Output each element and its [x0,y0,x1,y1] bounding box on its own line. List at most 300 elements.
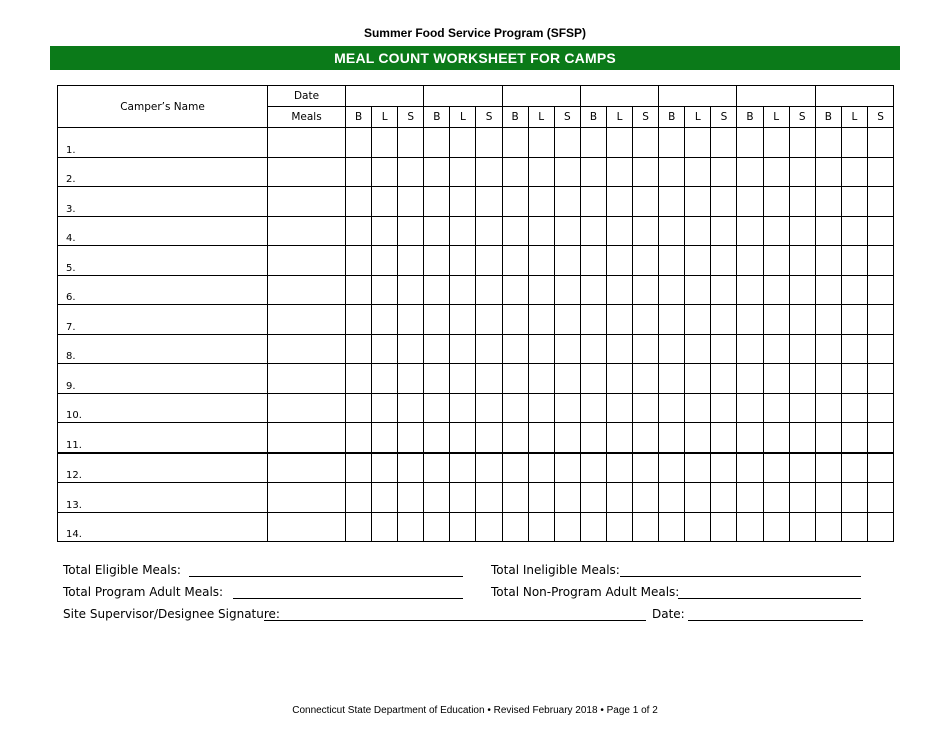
meal-check-cell[interactable] [841,275,867,305]
meal-check-cell[interactable] [685,275,711,305]
meal-check-cell[interactable] [580,128,606,158]
meal-check-cell[interactable] [476,483,502,513]
meal-check-cell[interactable] [867,275,893,305]
meal-check-cell[interactable] [789,423,815,453]
meal-check-cell[interactable] [633,334,659,364]
meal-check-cell[interactable] [424,216,450,246]
meals-cell[interactable] [268,187,346,217]
meal-check-cell[interactable] [580,187,606,217]
meal-check-cell[interactable] [685,246,711,276]
meal-check-cell[interactable] [737,453,763,483]
meal-check-cell[interactable] [450,275,476,305]
meal-check-cell[interactable] [554,305,580,335]
meal-check-cell[interactable] [633,246,659,276]
meal-check-cell[interactable] [580,334,606,364]
meal-check-cell[interactable] [606,187,632,217]
meal-check-cell[interactable] [815,334,841,364]
meal-check-cell[interactable] [424,423,450,453]
meal-check-cell[interactable] [763,187,789,217]
meal-check-cell[interactable] [554,364,580,394]
meal-check-cell[interactable] [476,453,502,483]
meals-cell[interactable] [268,334,346,364]
meal-check-cell[interactable] [711,483,737,513]
meal-check-cell[interactable] [633,393,659,423]
meal-check-cell[interactable] [372,128,398,158]
meal-check-cell[interactable] [502,512,528,542]
meals-cell[interactable] [268,364,346,394]
meal-check-cell[interactable] [372,483,398,513]
meal-check-cell[interactable] [737,423,763,453]
meal-check-cell[interactable] [841,187,867,217]
meal-check-cell[interactable] [685,187,711,217]
meal-check-cell[interactable] [789,216,815,246]
meal-check-cell[interactable] [372,423,398,453]
meals-cell[interactable] [268,305,346,335]
meal-check-cell[interactable] [450,423,476,453]
camper-name-cell[interactable] [58,364,268,394]
meal-check-cell[interactable] [606,275,632,305]
meal-check-cell[interactable] [528,483,554,513]
meal-check-cell[interactable] [424,305,450,335]
meal-check-cell[interactable] [502,393,528,423]
meal-check-cell[interactable] [685,453,711,483]
meal-check-cell[interactable] [554,216,580,246]
meal-check-cell[interactable] [867,423,893,453]
meal-check-cell[interactable] [789,334,815,364]
meal-check-cell[interactable] [737,364,763,394]
meal-check-cell[interactable] [763,275,789,305]
meal-check-cell[interactable] [476,246,502,276]
meals-cell[interactable] [268,393,346,423]
meal-check-cell[interactable] [450,483,476,513]
meal-check-cell[interactable] [476,275,502,305]
meal-check-cell[interactable] [476,364,502,394]
meal-check-cell[interactable] [502,305,528,335]
meal-check-cell[interactable] [711,512,737,542]
meal-check-cell[interactable] [763,128,789,158]
meal-check-cell[interactable] [737,157,763,187]
meal-check-cell[interactable] [815,216,841,246]
meal-check-cell[interactable] [346,128,372,158]
meal-check-cell[interactable] [815,512,841,542]
meals-cell[interactable] [268,483,346,513]
meal-check-cell[interactable] [476,187,502,217]
meal-check-cell[interactable] [450,216,476,246]
meal-check-cell[interactable] [346,216,372,246]
meal-check-cell[interactable] [528,423,554,453]
total-ineligible-meals-line[interactable] [620,576,861,577]
meal-check-cell[interactable] [711,423,737,453]
meal-check-cell[interactable] [502,334,528,364]
meal-check-cell[interactable] [502,128,528,158]
meal-check-cell[interactable] [554,512,580,542]
meal-check-cell[interactable] [841,334,867,364]
camper-name-cell[interactable] [58,128,268,158]
meal-check-cell[interactable] [424,364,450,394]
date-entry-cell[interactable] [737,86,815,107]
meal-check-cell[interactable] [867,483,893,513]
meal-check-cell[interactable] [398,305,424,335]
camper-name-cell[interactable] [58,246,268,276]
meal-check-cell[interactable] [659,423,685,453]
meal-check-cell[interactable] [815,157,841,187]
meal-check-cell[interactable] [737,512,763,542]
meal-check-cell[interactable] [841,453,867,483]
meals-cell[interactable] [268,512,346,542]
meal-check-cell[interactable] [424,275,450,305]
meal-check-cell[interactable] [763,246,789,276]
meal-check-cell[interactable] [398,364,424,394]
meals-cell[interactable] [268,453,346,483]
meal-check-cell[interactable] [659,187,685,217]
meal-check-cell[interactable] [659,246,685,276]
meal-check-cell[interactable] [815,128,841,158]
meal-check-cell[interactable] [554,275,580,305]
meals-cell[interactable] [268,157,346,187]
camper-name-cell[interactable] [58,157,268,187]
meal-check-cell[interactable] [763,305,789,335]
meal-check-cell[interactable] [372,393,398,423]
meal-check-cell[interactable] [841,393,867,423]
meal-check-cell[interactable] [424,128,450,158]
camper-name-cell[interactable] [58,423,268,453]
meal-check-cell[interactable] [763,334,789,364]
meal-check-cell[interactable] [815,246,841,276]
meal-check-cell[interactable] [685,423,711,453]
meal-check-cell[interactable] [867,305,893,335]
meal-check-cell[interactable] [789,512,815,542]
meal-check-cell[interactable] [554,157,580,187]
meal-check-cell[interactable] [398,275,424,305]
date-entry-cell[interactable] [659,86,737,107]
meal-check-cell[interactable] [580,246,606,276]
meal-check-cell[interactable] [502,423,528,453]
meal-check-cell[interactable] [502,453,528,483]
meal-check-cell[interactable] [580,393,606,423]
meal-check-cell[interactable] [580,157,606,187]
meal-check-cell[interactable] [476,216,502,246]
meal-check-cell[interactable] [528,305,554,335]
meal-check-cell[interactable] [763,364,789,394]
meal-check-cell[interactable] [659,483,685,513]
meal-check-cell[interactable] [633,157,659,187]
meal-check-cell[interactable] [424,453,450,483]
meal-check-cell[interactable] [346,364,372,394]
camper-name-cell[interactable] [58,216,268,246]
meal-check-cell[interactable] [528,275,554,305]
meal-check-cell[interactable] [476,423,502,453]
meal-check-cell[interactable] [815,483,841,513]
meal-check-cell[interactable] [372,275,398,305]
meal-check-cell[interactable] [789,305,815,335]
camper-name-cell[interactable] [58,393,268,423]
meal-check-cell[interactable] [737,187,763,217]
meal-check-cell[interactable] [659,157,685,187]
meal-check-cell[interactable] [346,512,372,542]
meal-check-cell[interactable] [606,246,632,276]
meal-check-cell[interactable] [424,393,450,423]
meal-check-cell[interactable] [685,305,711,335]
meal-check-cell[interactable] [633,423,659,453]
meal-check-cell[interactable] [737,275,763,305]
meal-check-cell[interactable] [789,453,815,483]
meal-check-cell[interactable] [372,364,398,394]
meal-check-cell[interactable] [450,246,476,276]
meal-check-cell[interactable] [737,246,763,276]
meal-check-cell[interactable] [346,305,372,335]
meal-check-cell[interactable] [711,157,737,187]
meal-check-cell[interactable] [737,305,763,335]
meal-check-cell[interactable] [867,393,893,423]
meal-check-cell[interactable] [424,334,450,364]
meal-check-cell[interactable] [685,334,711,364]
meal-check-cell[interactable] [424,187,450,217]
meal-check-cell[interactable] [789,364,815,394]
meal-check-cell[interactable] [528,393,554,423]
meal-check-cell[interactable] [554,334,580,364]
meal-check-cell[interactable] [398,483,424,513]
meal-check-cell[interactable] [528,216,554,246]
meal-check-cell[interactable] [867,364,893,394]
meal-check-cell[interactable] [372,334,398,364]
camper-name-cell[interactable] [58,187,268,217]
meal-check-cell[interactable] [789,128,815,158]
meal-check-cell[interactable] [867,187,893,217]
meal-check-cell[interactable] [763,157,789,187]
meal-check-cell[interactable] [737,334,763,364]
meal-check-cell[interactable] [554,423,580,453]
meal-check-cell[interactable] [711,187,737,217]
meal-check-cell[interactable] [737,483,763,513]
meal-check-cell[interactable] [711,246,737,276]
meal-check-cell[interactable] [633,512,659,542]
meal-check-cell[interactable] [528,187,554,217]
meal-check-cell[interactable] [372,246,398,276]
meal-check-cell[interactable] [476,334,502,364]
meal-check-cell[interactable] [346,393,372,423]
meal-check-cell[interactable] [815,275,841,305]
meal-check-cell[interactable] [372,157,398,187]
meal-check-cell[interactable] [685,128,711,158]
meal-check-cell[interactable] [502,483,528,513]
meal-check-cell[interactable] [789,187,815,217]
meal-check-cell[interactable] [633,364,659,394]
meal-check-cell[interactable] [711,305,737,335]
meal-check-cell[interactable] [606,128,632,158]
meal-check-cell[interactable] [685,483,711,513]
meal-check-cell[interactable] [685,393,711,423]
meal-check-cell[interactable] [450,305,476,335]
meal-check-cell[interactable] [476,305,502,335]
meal-check-cell[interactable] [659,275,685,305]
meal-check-cell[interactable] [711,453,737,483]
meals-cell[interactable] [268,246,346,276]
meal-check-cell[interactable] [606,216,632,246]
camper-name-cell[interactable] [58,453,268,483]
meal-check-cell[interactable] [398,128,424,158]
camper-name-cell[interactable] [58,512,268,542]
meal-check-cell[interactable] [841,364,867,394]
meal-check-cell[interactable] [580,275,606,305]
date-entry-cell[interactable] [424,86,502,107]
meal-check-cell[interactable] [867,246,893,276]
meal-check-cell[interactable] [346,187,372,217]
meal-check-cell[interactable] [346,483,372,513]
meal-check-cell[interactable] [867,128,893,158]
meal-check-cell[interactable] [633,216,659,246]
meal-check-cell[interactable] [398,393,424,423]
meal-check-cell[interactable] [789,157,815,187]
supervisor-signature-line[interactable] [264,620,646,621]
meal-check-cell[interactable] [711,364,737,394]
meal-check-cell[interactable] [450,187,476,217]
meal-check-cell[interactable] [450,393,476,423]
meal-check-cell[interactable] [763,483,789,513]
meal-check-cell[interactable] [372,187,398,217]
meal-check-cell[interactable] [789,246,815,276]
meal-check-cell[interactable] [398,334,424,364]
meal-check-cell[interactable] [633,275,659,305]
meal-check-cell[interactable] [737,393,763,423]
meal-check-cell[interactable] [789,275,815,305]
meal-check-cell[interactable] [606,483,632,513]
meal-check-cell[interactable] [763,216,789,246]
meal-check-cell[interactable] [659,128,685,158]
total-eligible-meals-line[interactable] [189,576,463,577]
meal-check-cell[interactable] [476,512,502,542]
meals-cell[interactable] [268,128,346,158]
meal-check-cell[interactable] [789,393,815,423]
total-program-adult-meals-line[interactable] [233,598,463,599]
meal-check-cell[interactable] [867,453,893,483]
meal-check-cell[interactable] [815,305,841,335]
date-entry-cell[interactable] [346,86,424,107]
meal-check-cell[interactable] [711,393,737,423]
meal-check-cell[interactable] [450,334,476,364]
meal-check-cell[interactable] [372,216,398,246]
meal-check-cell[interactable] [659,364,685,394]
signature-date-line[interactable] [688,620,863,621]
meal-check-cell[interactable] [867,334,893,364]
meal-check-cell[interactable] [398,246,424,276]
meal-check-cell[interactable] [685,364,711,394]
meal-check-cell[interactable] [606,393,632,423]
meal-check-cell[interactable] [554,187,580,217]
meal-check-cell[interactable] [841,305,867,335]
meal-check-cell[interactable] [372,512,398,542]
meal-check-cell[interactable] [554,393,580,423]
meal-check-cell[interactable] [580,453,606,483]
meal-check-cell[interactable] [841,246,867,276]
meal-check-cell[interactable] [763,423,789,453]
camper-name-cell[interactable] [58,275,268,305]
total-non-program-adult-meals-line[interactable] [678,598,861,599]
meal-check-cell[interactable] [815,364,841,394]
meal-check-cell[interactable] [659,512,685,542]
meal-check-cell[interactable] [528,246,554,276]
meal-check-cell[interactable] [633,187,659,217]
date-entry-cell[interactable] [815,86,893,107]
meal-check-cell[interactable] [476,128,502,158]
meal-check-cell[interactable] [841,216,867,246]
meal-check-cell[interactable] [580,512,606,542]
meal-check-cell[interactable] [528,157,554,187]
meal-check-cell[interactable] [554,128,580,158]
meal-check-cell[interactable] [398,157,424,187]
meal-check-cell[interactable] [633,483,659,513]
meal-check-cell[interactable] [424,246,450,276]
meal-check-cell[interactable] [450,512,476,542]
meal-check-cell[interactable] [815,453,841,483]
meal-check-cell[interactable] [476,393,502,423]
meal-check-cell[interactable] [346,275,372,305]
meal-check-cell[interactable] [867,512,893,542]
meal-check-cell[interactable] [450,453,476,483]
meal-check-cell[interactable] [633,128,659,158]
meal-check-cell[interactable] [606,512,632,542]
meal-check-cell[interactable] [737,128,763,158]
meal-check-cell[interactable] [606,423,632,453]
meal-check-cell[interactable] [398,187,424,217]
camper-name-cell[interactable] [58,334,268,364]
meal-check-cell[interactable] [424,483,450,513]
meal-check-cell[interactable] [685,512,711,542]
meal-check-cell[interactable] [554,453,580,483]
meal-check-cell[interactable] [633,453,659,483]
meal-check-cell[interactable] [554,246,580,276]
meal-check-cell[interactable] [659,305,685,335]
meal-check-cell[interactable] [398,512,424,542]
meal-check-cell[interactable] [659,393,685,423]
meal-check-cell[interactable] [815,187,841,217]
meal-check-cell[interactable] [841,128,867,158]
meal-check-cell[interactable] [659,453,685,483]
meal-check-cell[interactable] [659,334,685,364]
meal-check-cell[interactable] [580,364,606,394]
meal-check-cell[interactable] [424,512,450,542]
meal-check-cell[interactable] [502,246,528,276]
meal-check-cell[interactable] [711,334,737,364]
meal-check-cell[interactable] [398,453,424,483]
meal-check-cell[interactable] [633,305,659,335]
meal-check-cell[interactable] [841,483,867,513]
meal-check-cell[interactable] [424,157,450,187]
meal-check-cell[interactable] [841,423,867,453]
meal-check-cell[interactable] [606,305,632,335]
meal-check-cell[interactable] [476,157,502,187]
meal-check-cell[interactable] [528,364,554,394]
meal-check-cell[interactable] [763,453,789,483]
meals-cell[interactable] [268,216,346,246]
meal-check-cell[interactable] [606,364,632,394]
meal-check-cell[interactable] [554,483,580,513]
meal-check-cell[interactable] [763,393,789,423]
meal-check-cell[interactable] [711,216,737,246]
meals-cell[interactable] [268,275,346,305]
date-entry-cell[interactable] [580,86,658,107]
meal-check-cell[interactable] [580,305,606,335]
meal-check-cell[interactable] [502,216,528,246]
meal-check-cell[interactable] [346,157,372,187]
meal-check-cell[interactable] [450,128,476,158]
meal-check-cell[interactable] [867,216,893,246]
date-entry-cell[interactable] [502,86,580,107]
meal-check-cell[interactable] [580,423,606,453]
meal-check-cell[interactable] [346,453,372,483]
meal-check-cell[interactable] [711,275,737,305]
meal-check-cell[interactable] [450,364,476,394]
meal-check-cell[interactable] [528,128,554,158]
